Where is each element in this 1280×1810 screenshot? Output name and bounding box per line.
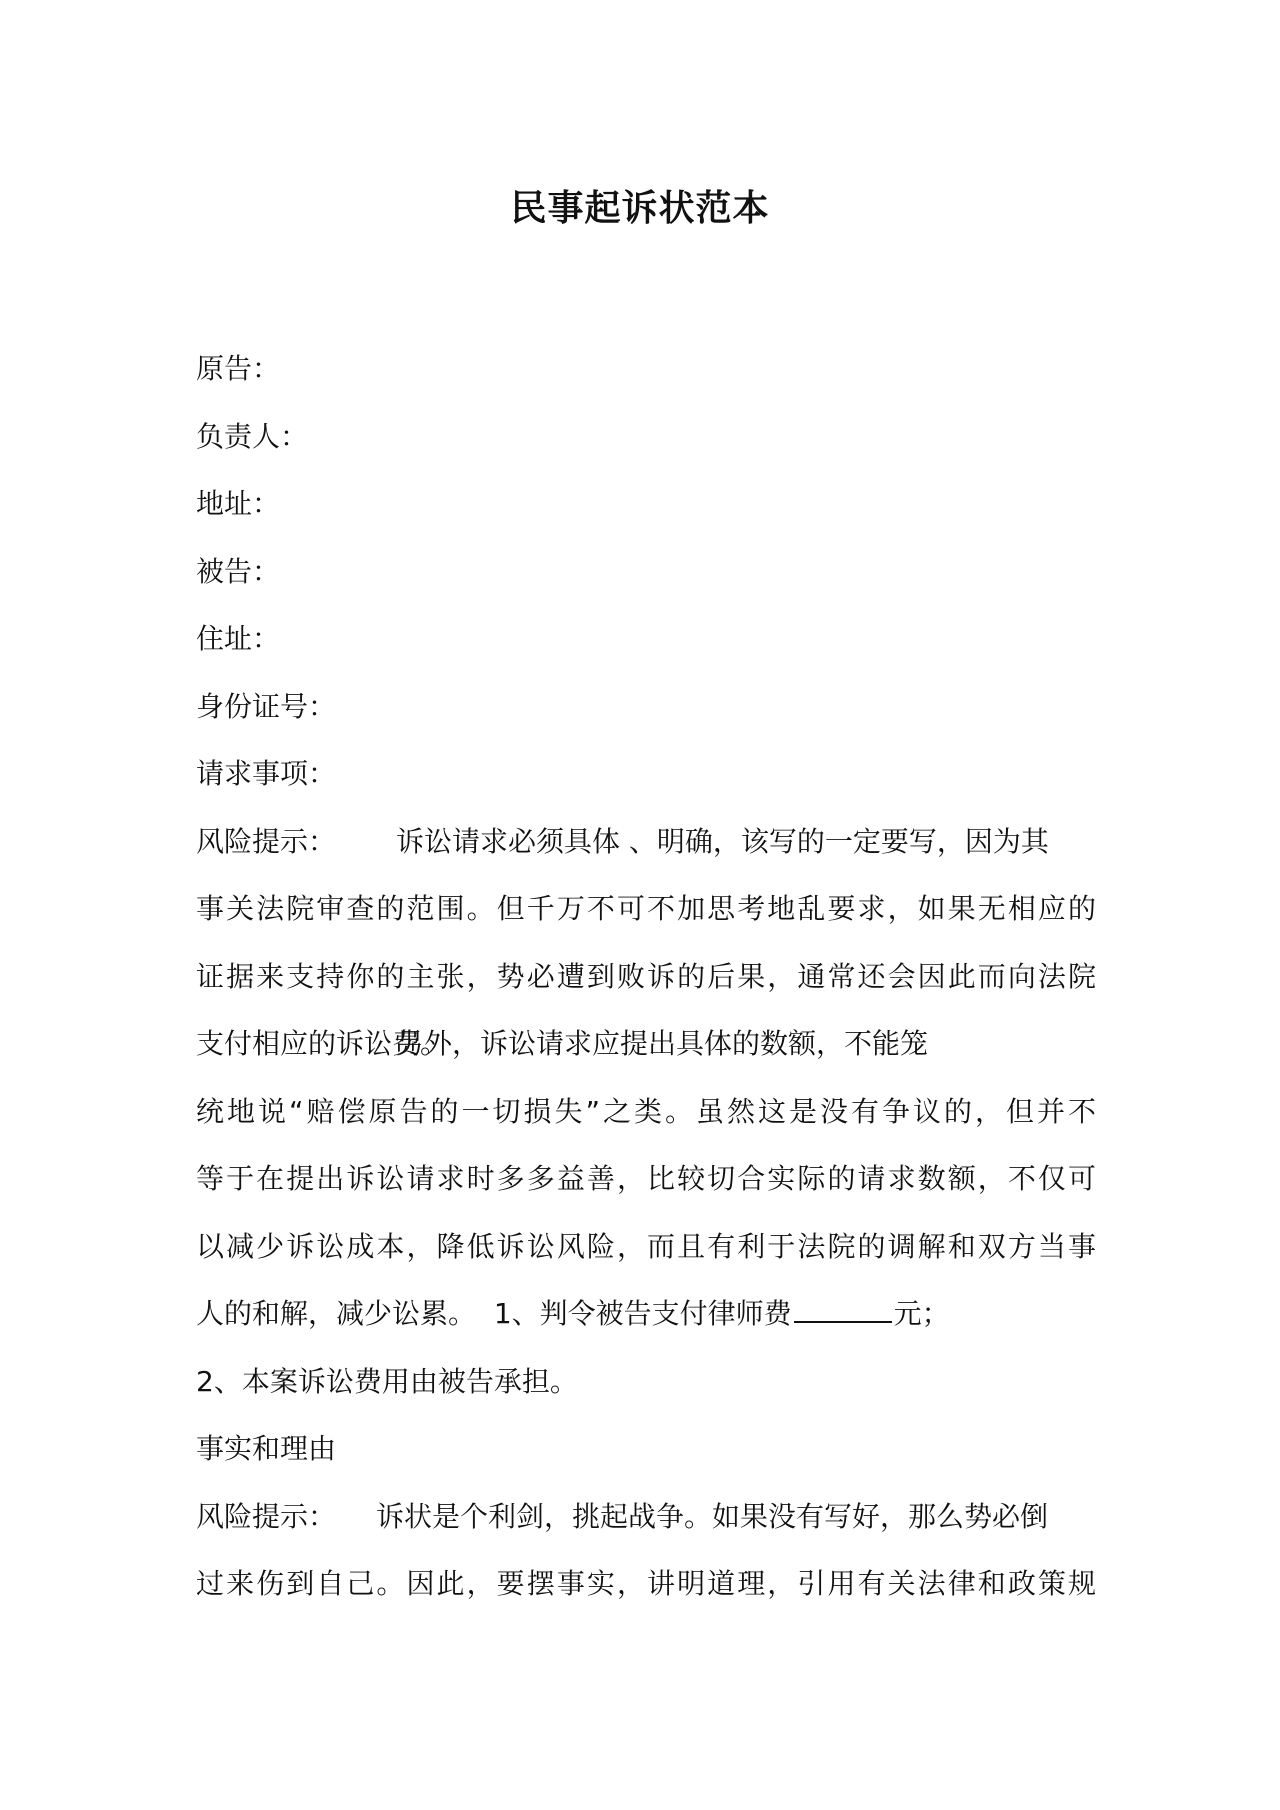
field-residence: 住址： [196, 622, 281, 655]
claim-item-1-unit: 元； [893, 1297, 950, 1330]
risk-note-1-line-5: 统地说“赔偿原告的一切损失”之类。虽然这是没有争议的，但并不 [196, 1094, 1096, 1128]
document-title: 民事起诉状范本 [510, 188, 770, 229]
risk-note-2-line-1 [196, 1483, 1096, 1551]
field-address: 地址： [196, 487, 281, 520]
risk-note-2-text: 诉状是个利剑，挑起战争。如果没有写好，那么势必倒 [376, 1499, 1049, 1533]
risk-note-2-label: 风险提示： [196, 1499, 337, 1533]
risk-note-1-line-3: 证据来支持你的主张，势必遭到败诉的后果，通常还会因此而向法院 [196, 959, 1096, 993]
risk-note-1-amount-text: 另外，诉讼请求应提出具体的数额，不能笼 [396, 1027, 929, 1060]
field-id-number: 身份证号： [196, 689, 337, 723]
risk-note-2-line-2: 过来伤到自己。因此，要摆事实，讲明道理，引用有关法律和政策规 [196, 1567, 1096, 1600]
risk-note-1-settlement-text: 人的和解，减少讼累。 [196, 1297, 477, 1330]
document-body [196, 335, 1096, 1618]
lawyer-fee-blank [794, 1297, 892, 1323]
risk-note-1-line-7: 以减少诉讼成本，降低诉讼风险，而且有利于法院的调解和双方当事 [196, 1229, 1096, 1263]
risk-note-1-label: 风险提示： [196, 824, 337, 858]
risk-note-1-fee-text: 支付相应的诉讼费。 [196, 1027, 449, 1060]
claim-item-2: 2、本案诉讼费用由被告承担。 [196, 1364, 578, 1398]
risk-note-1-text: 诉讼请求必须具体 、明确，该写的一定要写，因为其 [396, 824, 1049, 858]
field-plaintiff: 原告： [196, 352, 281, 385]
risk-note-1-line-8 [196, 1280, 1096, 1348]
field-defendant: 被告： [196, 554, 281, 588]
risk-note-1-line-1 [196, 808, 1096, 876]
claim-item-1-text: 1、判令被告支付律师费 [493, 1297, 792, 1330]
risk-note-1-line-6: 等于在提出诉讼请求时多多益善，比较切合实际的请求数额，不仅可 [196, 1162, 1096, 1195]
risk-note-1-line-4 [196, 1010, 1096, 1078]
field-responsible-person: 负责人： [196, 419, 309, 453]
risk-note-1-line-2: 事关法院审查的范围。但千万不可不加思考地乱要求，如果无相应的 [196, 892, 1096, 925]
facts-heading: 事实和理由 [196, 1432, 337, 1465]
field-claims: 请求事项： [196, 757, 337, 790]
